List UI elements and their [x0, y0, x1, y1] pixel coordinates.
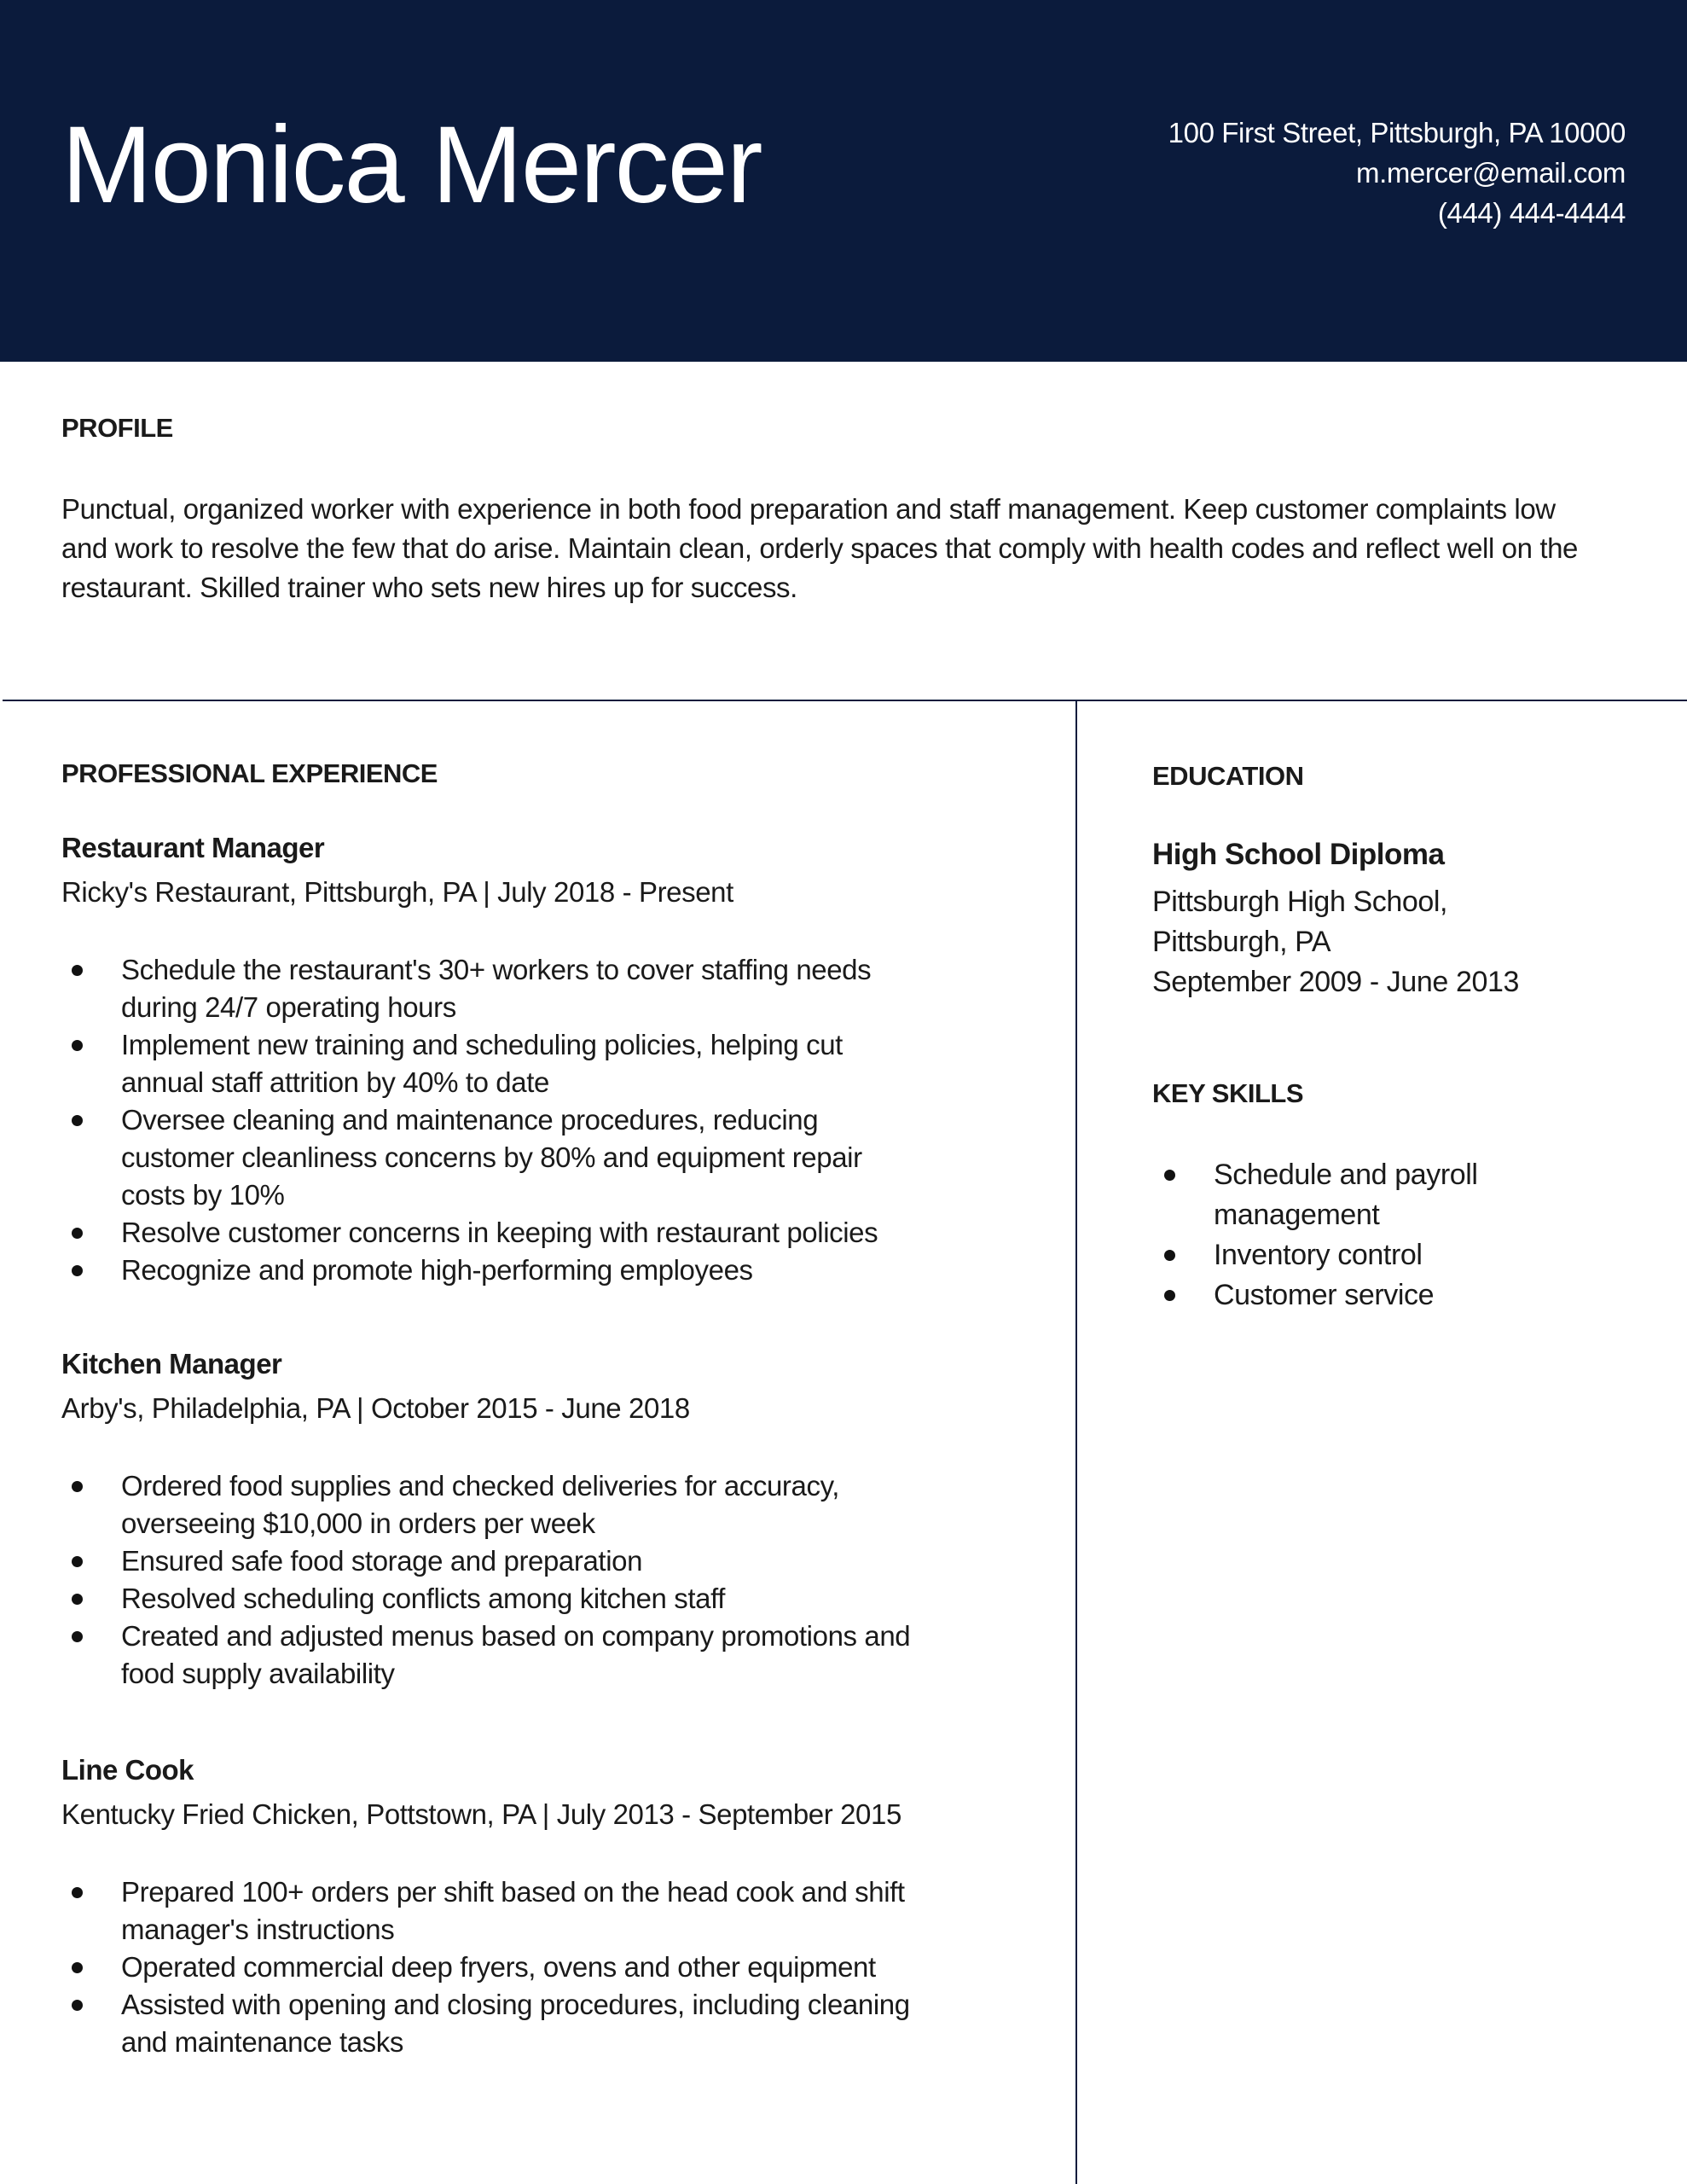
job-kitchen-manager: [61, 1348, 923, 1693]
list-item: Implement new training and scheduling policies, helping cut annual staff attrition by 40% to date: [61, 1026, 923, 1101]
job-title: Restaurant Manager: [61, 832, 325, 863]
profile-text: Punctual, organized worker with experience in both food preparation and staff management. Keep customer complaints low and work to resolve the few that do arise. Maintain clean, orderly spaces that comply with health codes and reflect well on the restaurant. Skilled trainer who sets new hires up for success.: [61, 493, 1579, 603]
profile-heading: PROFILE: [61, 413, 173, 443]
bullet-icon: [72, 1228, 83, 1239]
list-item: Prepared 100+ orders per shift based on the head cook and shift manager's instructions: [61, 1873, 923, 1949]
education-dates: September 2009 - June 2013: [1152, 966, 1520, 998]
bullet-icon: [72, 1594, 83, 1605]
list-item: Schedule the restaurant's 30+ workers to cover staffing needs during 24/7 operating hours: [61, 951, 923, 1026]
bullet-icon: [1164, 1250, 1175, 1261]
experience-heading: PROFESSIONAL EXPERIENCE: [61, 758, 438, 788]
bullet-icon: [72, 1631, 83, 1642]
list-item: Schedule and payroll management: [1152, 1155, 1613, 1235]
list-item: Ordered food supplies and checked deliveries for accuracy, overseeing $10,000 in orders per week: [61, 1467, 923, 1542]
job-subtitle: Kentucky Fried Chicken, Pottstown, PA | July 2013 - September 2015: [61, 1798, 901, 1830]
skills-heading: KEY SKILLS: [1152, 1078, 1304, 1108]
bullet-icon: [1164, 1170, 1175, 1181]
section-divider: [3, 700, 1687, 701]
education-heading: EDUCATION: [1152, 761, 1304, 791]
bullet-icon: [72, 1115, 83, 1126]
candidate-name: Monica Mercer: [61, 104, 762, 226]
email: m.mercer@email.com: [1355, 157, 1626, 189]
list-item: Created and adjusted menus based on company promotions and food supply availability: [61, 1618, 923, 1693]
job-restaurant-manager: [61, 832, 923, 1289]
bullet-icon: [72, 1962, 83, 1973]
job-title: Line Cook: [61, 1754, 194, 1786]
list-item: Ensured safe food storage and preparation: [61, 1542, 923, 1580]
list-item: Assisted with opening and closing procedures, including cleaning and maintenance tasks: [61, 1986, 923, 2061]
bullet-icon: [72, 1556, 83, 1567]
phone: (444) 444-4444: [1437, 197, 1626, 229]
list-item: Oversee cleaning and maintenance procedures, reducing customer cleanliness concerns by 80% and equipment repair costs by 10%: [61, 1101, 923, 1214]
bullet-icon: [1164, 1290, 1175, 1301]
list-item: Customer service: [1152, 1275, 1613, 1316]
address: 100 First Street, Pittsburgh, PA 10000: [1168, 117, 1626, 148]
degree: High School Diploma: [1152, 838, 1445, 871]
job-title: Kitchen Manager: [61, 1348, 282, 1380]
job-bullets: [61, 951, 923, 1289]
school: Pittsburgh High School,: [1152, 886, 1448, 918]
list-item: Resolved scheduling conflicts among kitchen staff: [61, 1580, 923, 1618]
bullet-icon: [72, 2000, 83, 2011]
list-item: Operated commercial deep fryers, ovens and other equipment: [61, 1949, 923, 1986]
job-bullets: [61, 1467, 923, 1693]
bullet-icon: [72, 965, 83, 976]
contact-info: [1168, 113, 1626, 233]
skills-list: [1152, 1155, 1613, 1316]
job-bullets: [61, 1873, 923, 2061]
list-item: Inventory control: [1152, 1235, 1613, 1275]
school-location: Pittsburgh, PA: [1152, 926, 1331, 958]
bullet-icon: [72, 1887, 83, 1898]
education-entry: [1152, 838, 1579, 1002]
bullet-icon: [72, 1481, 83, 1492]
column-divider: [1075, 701, 1077, 2184]
job-subtitle: Arby's, Philadelphia, PA | October 2015 - June 2018: [61, 1392, 690, 1424]
list-item: Resolve customer concerns in keeping with restaurant policies: [61, 1214, 923, 1252]
list-item: Recognize and promote high-performing employees: [61, 1252, 923, 1289]
job-line-cook: [61, 1754, 923, 2061]
bullet-icon: [72, 1265, 83, 1276]
job-subtitle: Ricky's Restaurant, Pittsburgh, PA | July 2018 - Present: [61, 876, 733, 908]
bullet-icon: [72, 1040, 83, 1051]
